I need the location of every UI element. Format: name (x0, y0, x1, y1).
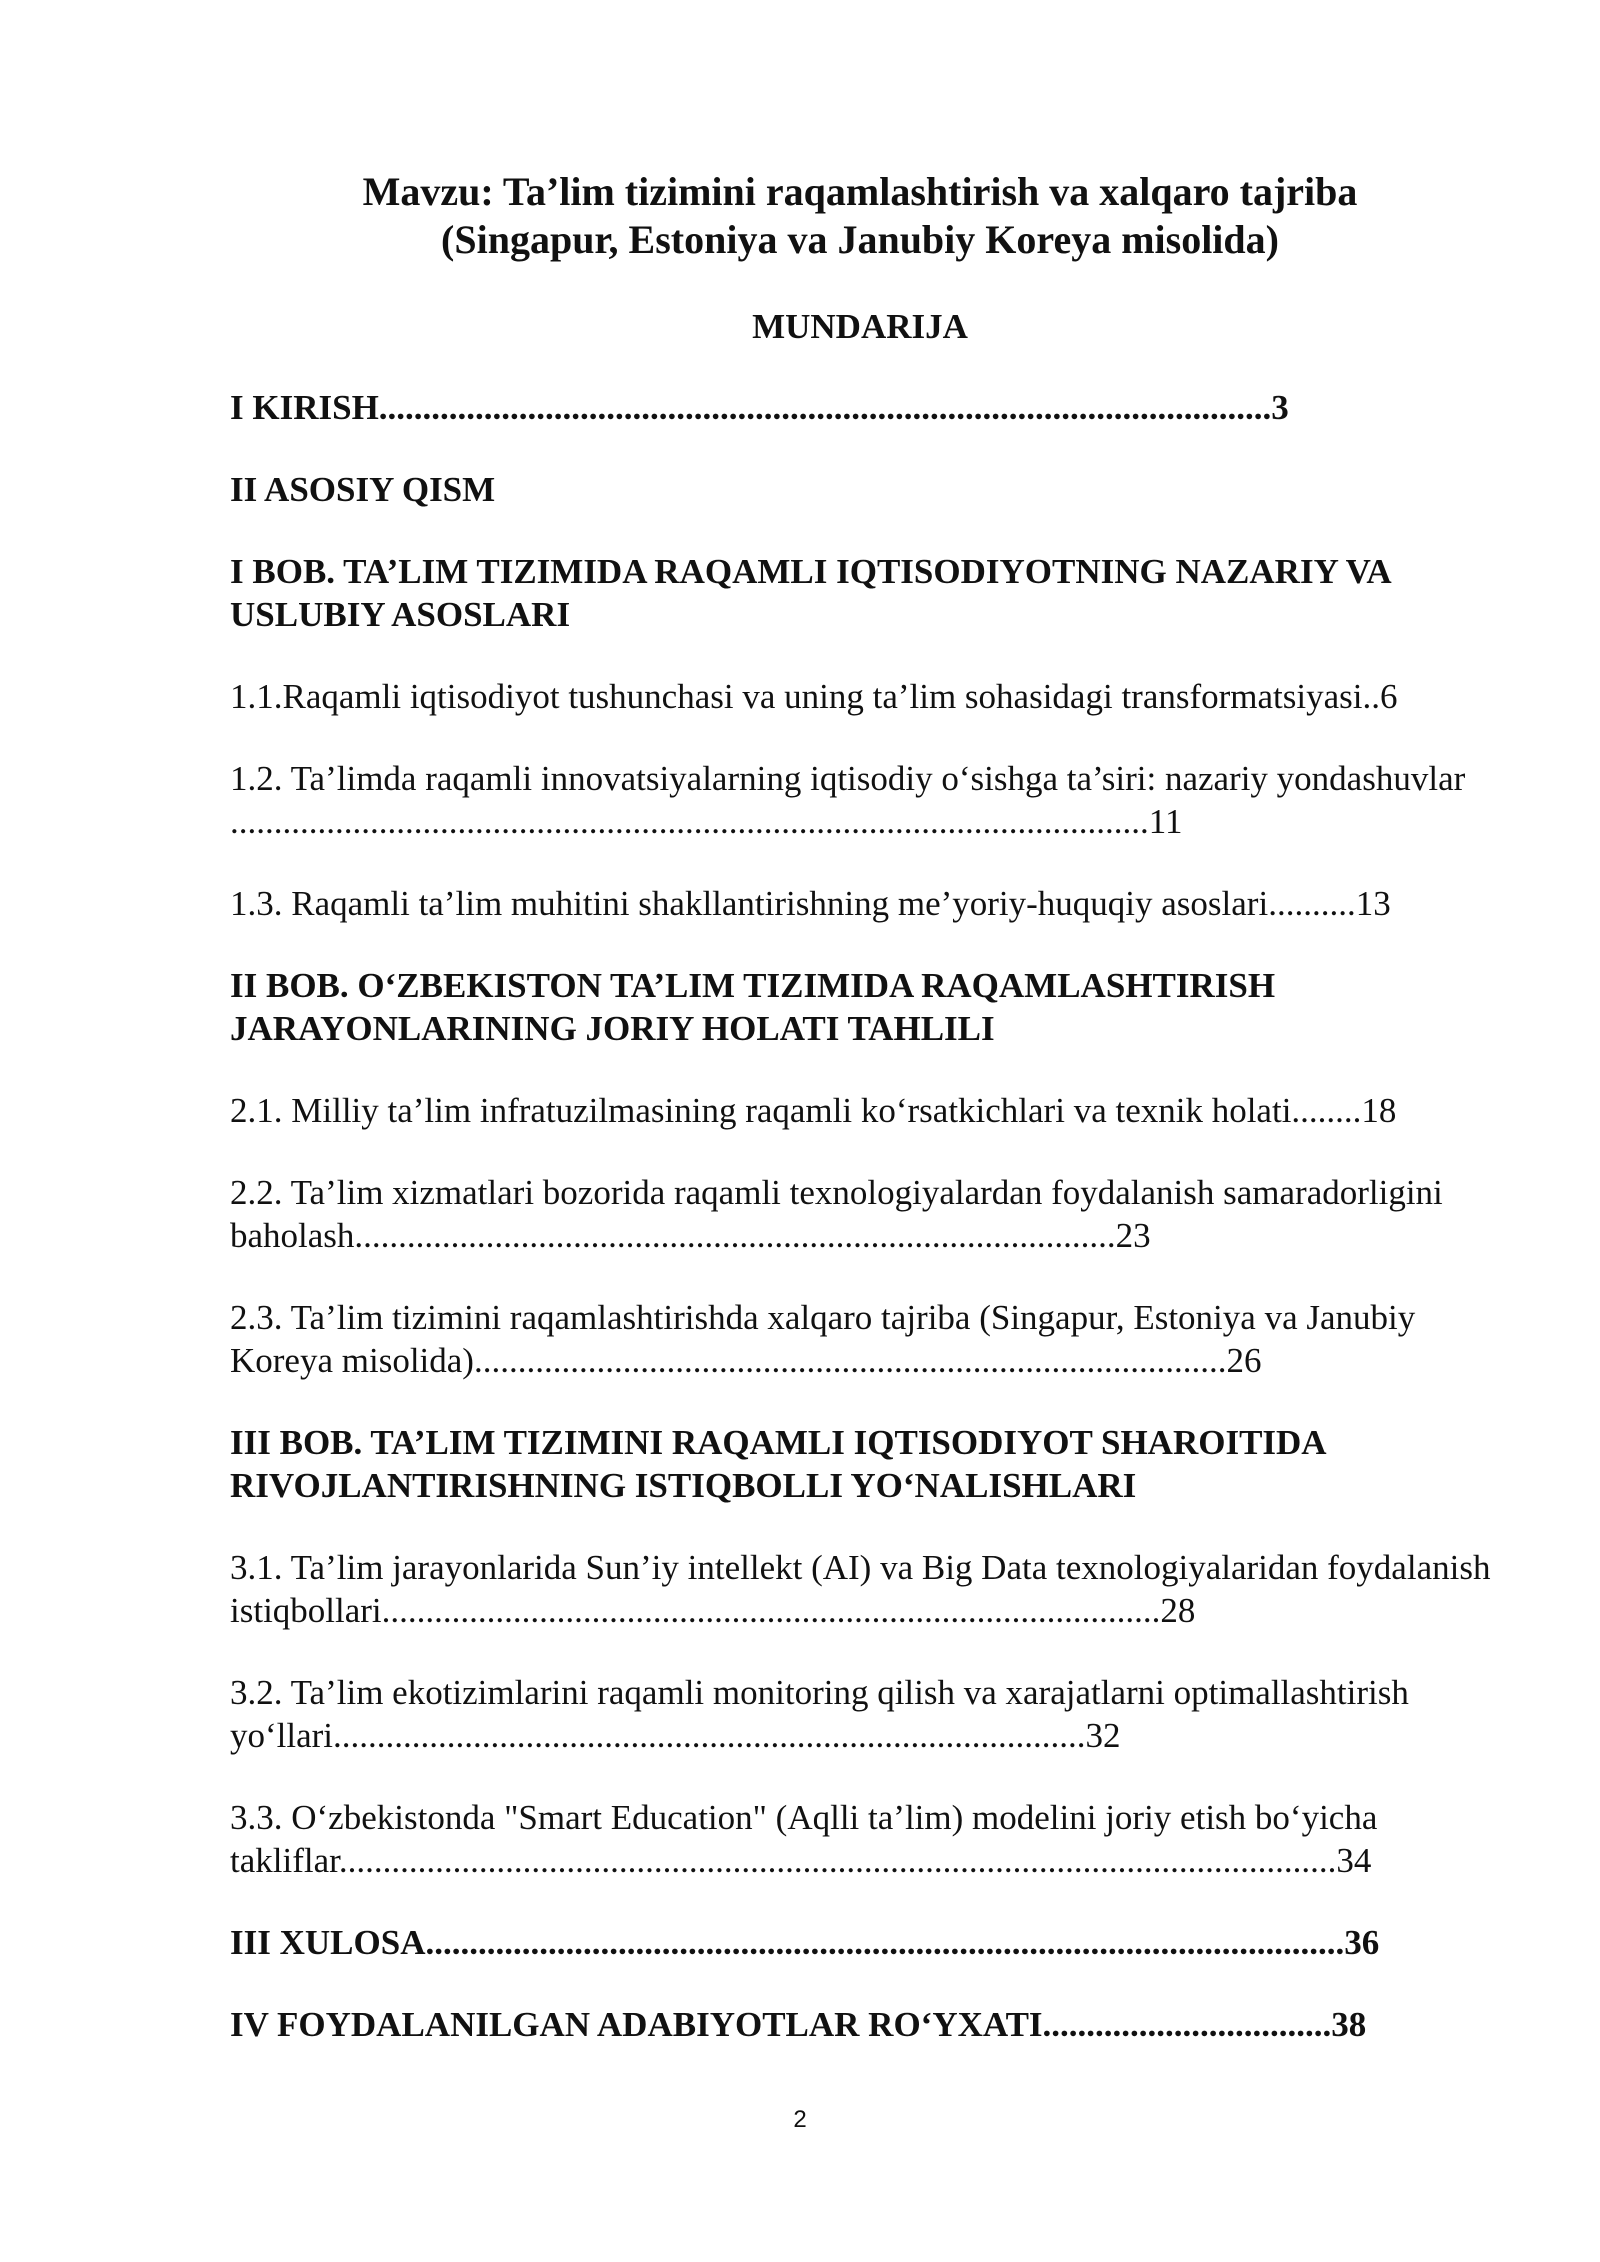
title-line-1: Mavzu: Ta’lim tizimini raqamlashtirish va xalqaro tajriba (362, 169, 1358, 214)
toc-entry-adabiyotlar: IV FOYDALANILGAN ADABIYOTLAR RO‘YXATI.................................38 (230, 2005, 1367, 2044)
toc-entry-3-2: 3.2. Ta’lim ekotizimlarini raqamli monitoring qilish va xarajatlarni optimallashtirish yo‘llari......................................................................................32 (230, 1673, 1409, 1755)
toc-entry-asosiy-qism: II ASOSIY QISM (230, 470, 496, 509)
toc-entry-xulosa: III XULOSA.........................................................................................................36 (230, 1923, 1380, 1962)
toc-entry-3-1: 3.1. Ta’lim jarayonlarida Sun’iy intellekt (AI) va Big Data texnologiyalaridan foydalanish istiqbollari.........................................................................................28 (230, 1548, 1491, 1630)
page-number: 2 (793, 2106, 807, 2133)
title-line-2: (Singapur, Estoniya va Janubiy Koreya misolida) (441, 217, 1279, 262)
toc-entry-2-2: 2.2. Ta’lim xizmatlari bozorida raqamli texnologiyalardan foydalanish samaradorligini baholash.......................................................................................23 (230, 1173, 1443, 1255)
table-of-contents (230, 386, 1492, 2084)
toc-entry-chapter-2: II BOB. O‘ZBEKISTON TA’LIM TIZIMIDA RAQAMLASHTIRISH JARAYONLARINING JORIY HOLATI TAHLILI (230, 966, 1276, 1048)
toc-entry-3-3: 3.3. O‘zbekistonda "Smart Education" (Aqlli ta’lim) modelini joriy etish bo‘yicha takliflar..................................................................................................................34 (230, 1798, 1378, 1880)
contents-heading: MUNDARIJA (752, 307, 968, 346)
toc-entry-1-1: 1.1.Raqamli iqtisodiyot tushunchasi va uning ta’lim sohasidagi transformatsiyasi..6 (230, 677, 1398, 716)
toc-entry-kirish: I KIRISH......................................................................................................3 (230, 388, 1289, 427)
toc-entry-2-3: 2.3. Ta’lim tizimini raqamlashtirishda xalqaro tajriba (Singapur, Estoniya va Janubiy Koreya misolida)......................................................................................26 (230, 1298, 1416, 1380)
toc-entry-chapter-3: III BOB. TA’LIM TIZIMINI RAQAMLI IQTISODIYOT SHAROITIDA RIVOJLANTIRISHNING ISTIQBOLLI YO‘NALISHLARI (230, 1423, 1325, 1505)
toc-entry-1-3: 1.3. Raqamli ta’lim muhitini shakllantirishning me’yoriy-huquqiy asoslari..........13 (230, 884, 1391, 923)
toc-entry-chapter-1: I BOB. TA’LIM TIZIMIDA RAQAMLI IQTISODIYOTNING NAZARIY VA USLUBIY ASOSLARI (230, 552, 1390, 634)
toc-entry-1-2: 1.2. Ta’limda raqamli innovatsiyalarning iqtisodiy o‘sishga ta’siri: nazariy yondashuvlar .........................................................................................................11 (230, 759, 1466, 841)
toc-entry-2-1: 2.1. Milliy ta’lim infratuzilmasining raqamli ko‘rsatkichlari va texnik holati........18 (230, 1091, 1397, 1130)
document-title (230, 168, 1490, 264)
